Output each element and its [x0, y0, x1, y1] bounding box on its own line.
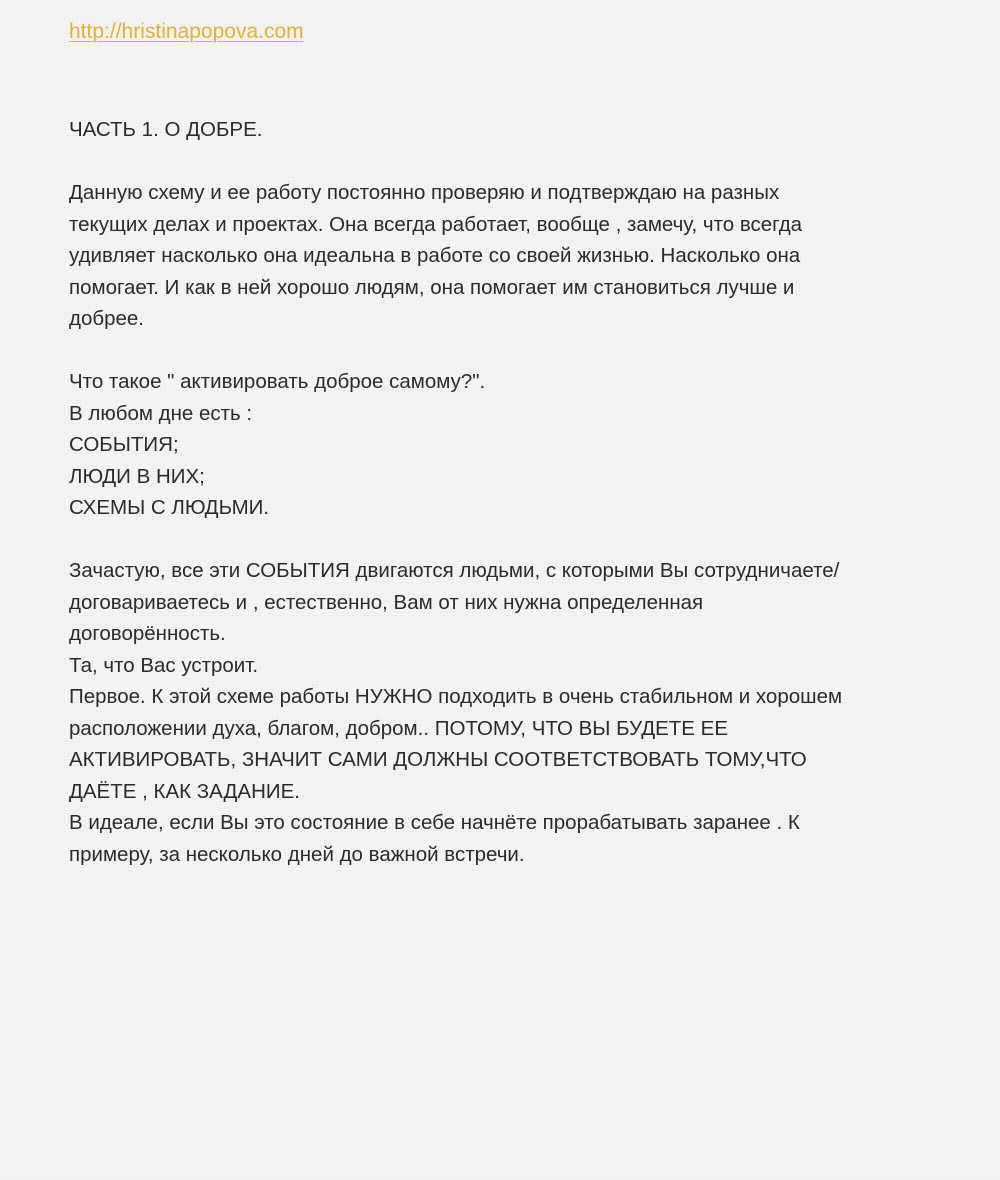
- text-line: Та, что Вас устроит.: [69, 653, 259, 677]
- text-line: добрее.: [69, 307, 145, 330]
- text-line: примеру, за несколько дней до важной встречи.: [69, 842, 525, 866]
- text-line: удивляет насколько она идеальна в работе со своей жизнью. Насколько она: [69, 244, 801, 267]
- text-line: расположении духа, благом, добром.. ПОТОМУ, ЧТО ВЫ БУДЕТЕ ЕЕ: [69, 716, 729, 740]
- website-link[interactable]: http://hristinapopova.com: [69, 20, 304, 43]
- paragraph-definition: [69, 366, 949, 524]
- list-item: ЛЮДИ В НИХ;: [69, 464, 205, 488]
- text-line: договорённость.: [69, 622, 226, 645]
- text-line: АКТИВИРОВАТЬ, ЗНАЧИТ САМИ ДОЛЖНЫ СООТВЕТСТВОВАТЬ ТОМУ,ЧТО: [69, 748, 807, 771]
- paragraph-explanation: [69, 555, 949, 870]
- text-line: В любом дне есть :: [69, 401, 253, 425]
- note-body: [69, 114, 949, 870]
- section-heading: ЧАСТЬ 1. О ДОБРЕ.: [69, 118, 263, 141]
- text-line: Данную схему и ее работу постоянно проверяю и подтверждаю на разных: [69, 181, 780, 204]
- text-line: ДАЁТЕ , КАК ЗАДАНИЕ.: [69, 779, 300, 803]
- text-line: текущих делах и проектах. Она всегда работает, вообще , замечу, что всегда: [69, 212, 803, 236]
- paragraph-intro: [69, 177, 949, 335]
- text-line: Зачастую, все эти СОБЫТИЯ двигаются людьми, с которыми Вы сотрудничаете/: [69, 559, 840, 582]
- text-line: Что такое " активировать доброе самому?".: [69, 370, 486, 393]
- blank-line: [69, 524, 949, 556]
- text-line: Первое. К этой схеме работы НУЖНО подходить в очень стабильном и хорошем: [69, 685, 843, 708]
- blank-line: [69, 146, 949, 178]
- blank-line: [69, 335, 949, 367]
- text-line: помогает. И как в ней хорошо людям, она помогает им становиться лучше и: [69, 275, 795, 299]
- text-line: В идеале, если Вы это состояние в себе начнёте прорабатывать заранее . К: [69, 811, 800, 834]
- list-item: СОБЫТИЯ;: [69, 433, 179, 456]
- text-line: договариваетесь и , естественно, Вам от них нужна определенная: [69, 590, 704, 614]
- list-item: СХЕМЫ С ЛЮДЬМИ.: [69, 496, 270, 519]
